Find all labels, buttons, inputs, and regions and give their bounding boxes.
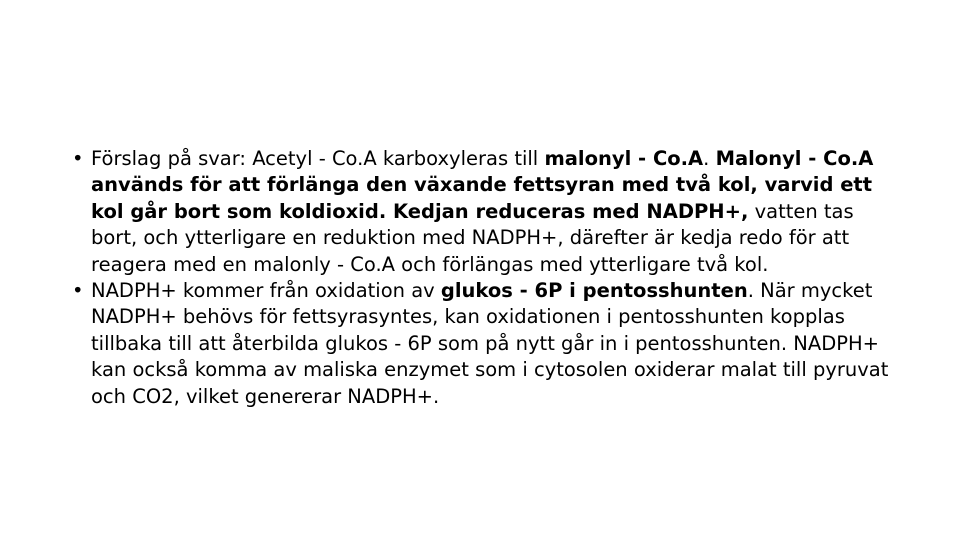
bullet-text-segment: . — [703, 147, 716, 170]
bullet-item-1 — [72, 146, 902, 278]
bullet-text-segment: Förslag på svar: Acetyl - Co.A karboxyleras till — [91, 147, 545, 170]
bullet-text-segment: . När mycket NADPH+ behövs för fettsyrasyntes, kan oxidationen i pentosshunten kopplas tillbaka till att återbilda glukos - 6P som på nytt går in i pentosshunten. NADPH+ kan också komma av maliska enzymet som i cytosolen oxiderar malat till pyruvat och CO2, vilket genererar NADPH+. — [91, 279, 889, 408]
bullet-text-bold-segment: Malonyl - Co.A används för att förlänga den växande fettsyran med två kol, varvid ett kol går bort som koldioxid. Kedjan reduceras med NADPH+, — [91, 147, 874, 223]
bullet-item-2 — [72, 278, 902, 410]
bullet-text-bold-segment: glukos - 6P i pentosshunten — [440, 279, 748, 303]
bullet-text-segment: NADPH+ kommer från oxidation av — [91, 279, 441, 303]
bullet-text-segment: vatten tas bort, och ytterligare en reduktion med NADPH+, därefter är kedja redo för att reagera med en malonly - Co.A och förlängas med ytterligare två kol. — [91, 199, 854, 276]
bullet-dot-icon: • — [72, 147, 84, 170]
bullet-list — [72, 146, 902, 410]
bullet-text-bold-segment: malonyl - Co.A — [544, 147, 704, 170]
bullet-dot-icon: • — [72, 279, 84, 303]
